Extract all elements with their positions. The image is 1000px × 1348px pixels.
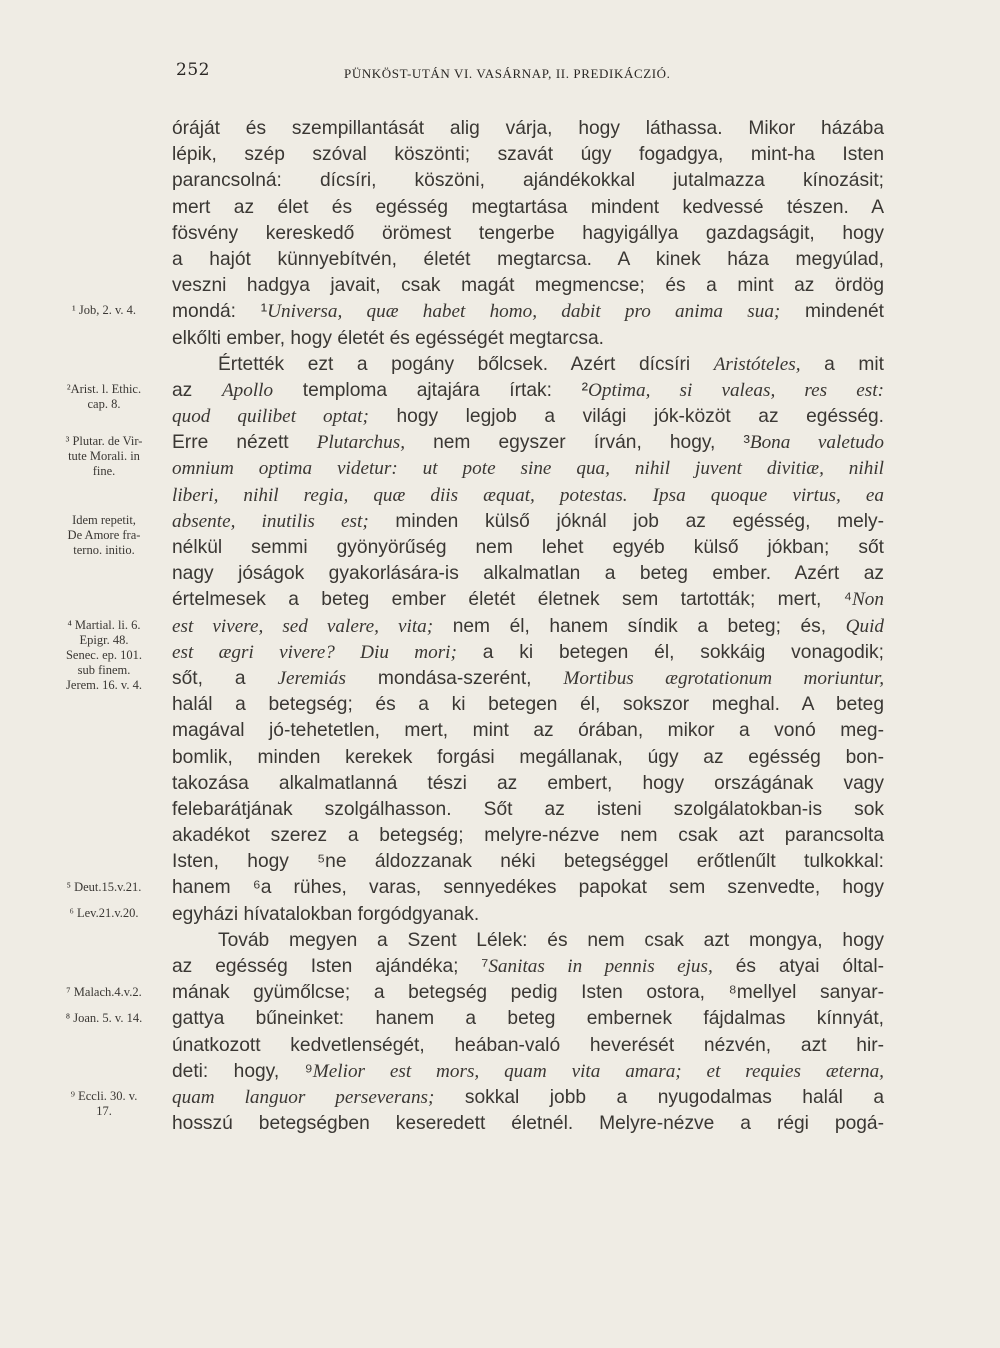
text-segment: mondá: ¹ — [172, 301, 268, 323]
italic-text-segment: Sanitas in pennis ejus, — [488, 956, 713, 977]
margin-note — [40, 513, 168, 558]
text-segment: deti: hogy, ⁹ — [172, 1060, 313, 1082]
margin-note — [40, 1011, 168, 1026]
text-segment: lépik, szép szóval köszönti; szavát úgy fogadgya, mint-ha Isten — [172, 144, 884, 166]
text-segment: magával jó-tehetetlen, mert, mint az órában, mikor a vonó meg- — [172, 720, 884, 742]
margin-note-line: ⁴ Martial. li. 6. — [67, 617, 141, 632]
italic-text-segment: Quid — [845, 615, 884, 637]
text-line — [172, 1033, 884, 1059]
text-line — [172, 1111, 884, 1137]
text-segment: mának gyümőlcse; a betegség pedig Isten ostora, ⁸mellyel sanyar- — [172, 982, 884, 1004]
text-segment: hogy legjob a világi jók-közöt az egésség. — [368, 406, 884, 428]
text-line — [172, 456, 884, 482]
text-line — [172, 614, 884, 640]
text-line — [172, 823, 884, 849]
italic-text-segment: Aristóteles, — [713, 353, 801, 375]
text-segment: nem él, hanem síndik a beteg; és, — [433, 615, 846, 637]
margin-note — [40, 985, 168, 1000]
margin-note-line: cap. 8. — [87, 397, 121, 411]
italic-text-segment: Jeremiás — [277, 667, 346, 689]
text-segment: veszni hadgya javait, csak magát megmencse; és a mint az ördög — [172, 275, 884, 297]
text-line — [172, 954, 884, 980]
margin-note-line: ³ Plutar. de Vir- — [65, 434, 143, 449]
text-line — [172, 692, 884, 718]
margin-note — [40, 1089, 168, 1119]
body-text — [172, 116, 884, 1137]
text-line — [172, 745, 884, 771]
text-segment: hosszú betegségben keseredett életnél. Melyre-nézve a régi pogá- — [172, 1113, 884, 1135]
text-segment: értelmesek a beteg ember életét életnek sem tartották; mert, ⁴ — [172, 589, 852, 611]
text-segment: nagy jóságok gyakorlására-is alkalmatlan a beteg ember. Azért az — [172, 563, 884, 585]
text-line — [172, 666, 884, 692]
text-line — [172, 430, 884, 456]
text-line — [172, 1085, 884, 1111]
text-line — [172, 640, 884, 666]
italic-text-segment: quod quilibet optat; — [172, 406, 369, 428]
italic-text-segment: Non — [852, 589, 884, 611]
text-segment: sőt, a — [172, 667, 278, 689]
text-segment: takozása alkalmatlanná tészi az embert, hogy országának vagy — [172, 772, 884, 794]
text-segment: parancsolná: dícsíri, köszöni, ajándékokkal jutalmazza kínozásit; — [172, 170, 884, 192]
text-line — [172, 221, 884, 247]
italic-text-segment: Universa, quæ habet homo, dabit pro anima sua; — [267, 301, 781, 323]
margin-note — [40, 906, 168, 921]
text-line — [172, 116, 884, 142]
text-segment: temploma ajtajára írtak: ² — [273, 379, 589, 401]
text-segment: az egésség Isten ajándéka; ⁷ — [172, 956, 489, 977]
text-segment: óráját és szempillantását alig várja, hogy láthassa. Mikor házába — [172, 118, 884, 139]
italic-text-segment: est vivere, sed valere, vita; — [172, 615, 434, 637]
text-line — [172, 247, 884, 273]
text-line — [172, 587, 884, 613]
text-line — [172, 195, 884, 221]
text-line — [172, 797, 884, 823]
text-segment: mondása-szerént, — [346, 667, 564, 689]
text-segment: Továb megyen a Szent Lélek: és nem csak azt mongya, hogy — [218, 929, 884, 951]
margin-note-line: 17. — [96, 1104, 112, 1119]
margin-note-line: Epigr. 48. — [79, 632, 129, 647]
text-line — [172, 326, 884, 352]
text-line — [172, 875, 884, 901]
italic-text-segment: Melior est mors, quam vita amara; et requies æterna, — [312, 1060, 884, 1082]
text-segment: akadékot szerez a betegség; melyre-nézve nem csak azt parancsolta — [172, 825, 884, 847]
page-number: 252 — [176, 60, 210, 80]
margin-note-line: Senec. ep. 101. — [65, 647, 143, 662]
margin-note-line: tute Morali. in — [68, 449, 140, 464]
italic-text-segment: Bona valetudo — [749, 432, 884, 454]
margin-note — [40, 880, 168, 895]
text-line — [172, 718, 884, 744]
italic-text-segment: absente, inutilis est; — [172, 510, 369, 532]
text-segment: az — [172, 379, 222, 401]
italic-text-segment: Plutarchus, — [316, 432, 405, 454]
text-segment: nélkül semmi gyönyörűség nem lehet egyéb külső jókban; sőt — [172, 537, 884, 558]
margin-note — [40, 303, 168, 318]
margin-note — [40, 618, 168, 693]
text-line — [172, 1006, 884, 1032]
text-line — [172, 509, 884, 535]
text-line — [172, 273, 884, 299]
text-segment: mindenét — [780, 301, 884, 323]
margin-note-line: Jerem. 16. v. 4. — [66, 677, 142, 692]
margin-note-line: ⁹ Eccli. 30. v. — [70, 1089, 138, 1104]
text-segment: fösvény kereskedő örömest tengerbe hagyigállya gazdagságit, hogy — [172, 222, 884, 244]
text-segment: a ki betegen él, sokkáig vonagodik; — [456, 641, 884, 663]
text-segment: halál a betegség; és a ki betegen él, sokszor meghal. A beteg — [172, 694, 884, 716]
text-segment: bomlik, minden kerekek forgási megállanak, úgy az egésség bon- — [172, 746, 884, 768]
text-line — [172, 352, 884, 378]
text-segment: a mit — [800, 353, 884, 375]
text-line — [172, 928, 884, 954]
margin-note-line: ²Arist. l. Ethic. — [66, 382, 142, 396]
margin-note-line: ⁶ Lev.21.v.20. — [69, 906, 139, 920]
margin-note-line: terno. initio. — [73, 543, 135, 557]
text-segment: elkőlti ember, hogy életét és egésségét megtarcsa. — [172, 327, 604, 349]
text-line — [172, 142, 884, 168]
italic-text-segment: Apollo — [221, 379, 274, 401]
text-segment: gattya bűneinket: hanem a beteg embernek fájdalmas kínnyát, — [172, 1008, 884, 1030]
text-segment: a hajót künnyebítvén, életét megtarcsa. A kinek háza megyúlad, — [172, 248, 884, 270]
text-segment: hanem ⁶a rühes, varas, sennyedékes papokat sem szenvedte, hogy — [172, 877, 884, 899]
text-line — [172, 535, 884, 561]
text-line — [172, 980, 884, 1006]
margin-note-line: sub finem. — [77, 662, 131, 677]
text-segment: Erre nézett — [172, 432, 317, 454]
page-header — [176, 60, 876, 90]
text-segment: egyházi hívatalokban forgódgyanak. — [172, 903, 480, 925]
italic-text-segment: Mortibus ægrotationum moriuntur, — [563, 667, 884, 689]
text-line — [172, 404, 884, 430]
text-line — [172, 168, 884, 194]
text-line — [172, 483, 884, 509]
margin-note-line: De Amore fra- — [67, 528, 141, 542]
text-segment: és atyai óltal- — [712, 956, 884, 977]
text-segment: minden külső jóknál job az egésség, mely- — [368, 510, 884, 532]
text-line — [172, 902, 884, 928]
margin-note — [40, 382, 168, 412]
text-segment: Értették ezt a pogány bőlcsek. Azért dícsíri — [218, 353, 714, 375]
text-line — [172, 849, 884, 875]
text-line — [172, 299, 884, 325]
text-segment: únatkozott kedvetlenségét, heában-való heverését nézvén, azt hir- — [172, 1034, 884, 1056]
italic-text-segment: est ægri vivere? Diu mori; — [172, 641, 457, 663]
margin-note-line: fine. — [92, 464, 116, 479]
text-line — [172, 1059, 884, 1085]
text-segment: sokkal jobb a nyugodalmas halál a — [434, 1086, 884, 1108]
text-line — [172, 378, 884, 404]
text-line — [172, 771, 884, 797]
running-title: PÜNKÖST-UTÁN VI. VASÁRNAP, II. PREDIKÁCZIÓ. — [344, 66, 671, 81]
text-segment: mert az élet és egésség megtartása mindent kedvessé tészen. A — [172, 196, 884, 218]
margin-note-line: ⁷ Malach.4.v.2. — [66, 984, 142, 999]
margin-note — [40, 434, 168, 479]
text-segment: felebarátjának szolgálhasson. Sőt az isteni szolgálatokban-is sok — [172, 798, 884, 820]
italic-text-segment: quam languor perseverans; — [172, 1086, 435, 1108]
margin-note-line: ⁵ Deut.15.v.21. — [66, 879, 142, 894]
italic-text-segment: Optima, si valeas, res est: — [588, 379, 884, 401]
margin-note-line: Idem repetit, — [72, 513, 136, 527]
margin-note-line: ⁸ Joan. 5. v. 14. — [65, 1010, 143, 1025]
text-segment: nem egyszer írván, hogy, ³ — [405, 432, 750, 454]
margin-note-line: ¹ Job, 2. v. 4. — [71, 303, 137, 318]
text-line — [172, 561, 884, 587]
italic-text-segment: liberi, nihil regia, quæ diis æquat, potestas. Ipsa quoque virtus, ea — [172, 484, 884, 506]
text-segment: Isten, hogy ⁵ne áldozzanak néki betegséggel erőtlenűlt tulkokkal: — [172, 851, 884, 873]
italic-text-segment: omnium optima videtur: ut pote sine qua, nihil juvent divitiæ, nihil — [172, 458, 884, 480]
